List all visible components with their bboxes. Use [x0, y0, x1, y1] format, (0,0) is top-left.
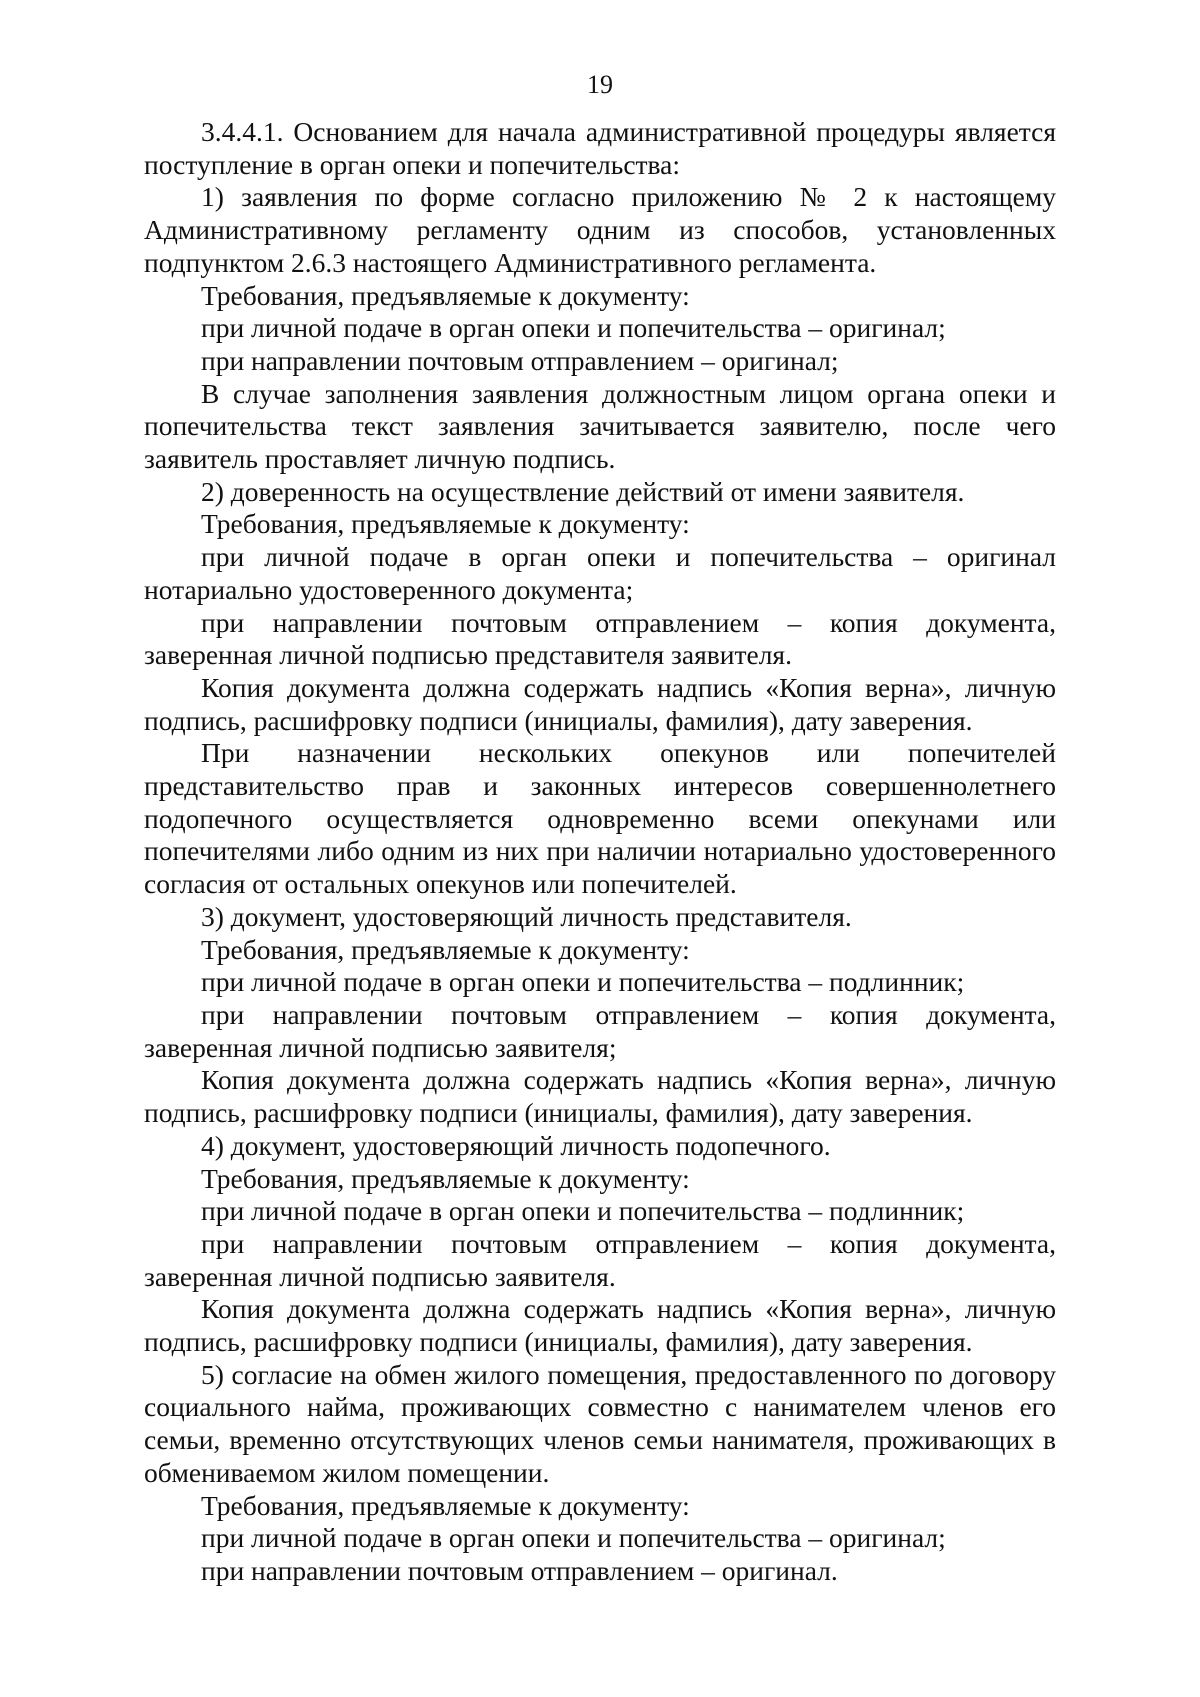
paragraph-official-filling: В случае заполнения заявления должностным лицом органа опеки и попечительства текст заявления зачитывается заявителю, после чего заявитель проставляет личную подпись. [144, 377, 1056, 475]
paragraph-requirements: Требования, предъявляемые к документу: [201, 279, 690, 311]
paragraph-in-person-submission: при личной подаче в орган опеки и попечительства – оригинал нотариально удостоверенного документа; [144, 541, 1056, 605]
paragraph-copy-certification: Копия документа должна содержать надпись «Копия верна», личную подпись, расшифровку подписи (инициалы, фамилия), дату заверения. [144, 1064, 1056, 1129]
paragraph-in-person-submission: при личной подаче в орган опеки и попечительства – оригинал; [201, 1522, 946, 1554]
paragraph-item-4-ward-id: 4) документ, удостоверяющий личность подопечного. [201, 1129, 831, 1161]
paragraph-postal-submission: при направлении почтовым отправлением – копия документа, заверенная личной подписью представителя заявителя. [144, 606, 1056, 671]
paragraph-postal-submission: при направлении почтовым отправлением – оригинал. [201, 1554, 838, 1586]
page-number: 19 [587, 70, 613, 99]
paragraph-item-5-exchange-consent: 5) согласие на обмен жилого помещения, предоставленного по договору социального найма, проживающих совместно с нанимателем членов его семьи, временно отсутствующих членов семьи нанимателя, проживающих в обмениваемом жилом помещении. [144, 1358, 1056, 1488]
paragraph-postal-submission: при направлении почтовым отправлением – копия документа, заверенная личной подписью заявителя; [144, 998, 1056, 1063]
paragraph-item-2-power-of-attorney: 2) доверенность на осуществление действий от имени заявителя. [201, 475, 965, 507]
paragraph-in-person-submission: при личной подаче в орган опеки и попечительства – оригинал; [201, 312, 946, 344]
paragraph-copy-certification: Копия документа должна содержать надпись «Копия верна», личную подпись, расшифровку подписи (инициалы, фамилия), дату заверения. [144, 671, 1056, 736]
paragraph-requirements: Требования, предъявляемые к документу: [201, 933, 690, 965]
paragraph-in-person-submission: при личной подаче в орган опеки и попечительства – подлинник; [201, 1195, 965, 1227]
paragraph-requirements: Требования, предъявляемые к документу: [201, 1162, 690, 1194]
paragraph-postal-submission: при направлении почтовым отправлением – оригинал; [201, 344, 839, 376]
document-body [144, 116, 1056, 1588]
paragraph-3-4-4-1: 3.4.4.1. Основанием для начала административной процедуры является поступление в орган опеки и попечительства: [144, 116, 1056, 180]
paragraph-item-3-representative-id: 3) документ, удостоверяющий личность представителя. [201, 900, 852, 932]
paragraph-copy-certification: Копия документа должна содержать надпись «Копия верна», личную подпись, расшифровку подписи (инициалы, фамилия), дату заверения. [144, 1293, 1056, 1358]
paragraph-requirements: Требования, предъявляемые к документу: [201, 508, 690, 540]
paragraph-in-person-submission: при личной подаче в орган опеки и попечительства – подлинник; [201, 966, 965, 998]
paragraph-item-1-application: 1) заявления по форме согласно приложению № 2 к настоящему Административному регламенту одним из способов, установленных подпунктом 2.6.3 настоящего Административного регламента. [144, 181, 1056, 278]
paragraph-requirements: Требования, предъявляемые к документу: [201, 1489, 690, 1521]
paragraph-multiple-guardians: При назначении нескольких опекунов или попечителей представительство прав и законных интересов совершеннолетнего подопечного осуществляется одновременно всеми опекунами или попечителями либо одним из них при наличии нотариально удостоверенного согласия от остальных опекунов или попечителей. [144, 737, 1056, 900]
paragraph-postal-submission: при направлении почтовым отправлением – копия документа, заверенная личной подписью заявителя. [144, 1227, 1056, 1292]
